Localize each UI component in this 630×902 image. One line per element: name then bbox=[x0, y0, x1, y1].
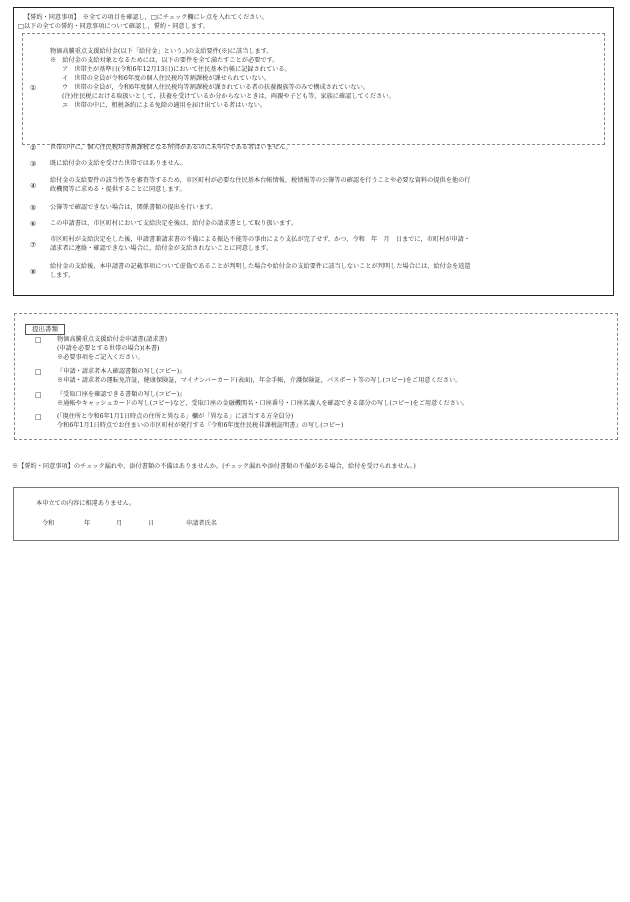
doc-1-line: (申請を必要とする世帯の場合)(本書) bbox=[57, 345, 160, 352]
item-1-line: ア 世帯主が基準日(令和6年12月13日)において住民基本台帳に記録されている。 bbox=[62, 66, 291, 73]
item-5-line: 公簿等で確認できない場合は，関係書類の提出を行います。 bbox=[50, 204, 217, 211]
item-7-line: 請求者に連絡・確認できない場合に，給付金が支給されないことに同意します。 bbox=[50, 245, 273, 252]
item-8-line: 給付金の支給後，本申請書の記載事項について虚偽であることが判明した場合や給付金の支給要件に該当しないことが判明した場合には，給付金を返還 bbox=[50, 263, 471, 270]
documents-title: 提出書類 bbox=[25, 324, 65, 335]
era-label: 令和 bbox=[42, 520, 55, 527]
item-1-line: 物価高騰重点支援給付金(以下「給付金」という。)の支給要件(※)に該当します。 bbox=[50, 48, 273, 55]
item-1-line: ※ 給付金の支給対象となるためには，以下の要件を全て満たすことが必要です。 bbox=[50, 57, 279, 64]
doc-2-checkbox[interactable]: □ bbox=[35, 368, 42, 376]
item-6-line: この申請書は，市区町村において支給決定を後は，給付金の請求書として取り扱います。 bbox=[50, 220, 298, 227]
item-7-line: 市区町村が支給決定をした後，申請書兼請求書の不備による振込不能等の事由により支払が完了せず，かつ，令和 年 月 日までに，市町村が申請・ bbox=[50, 236, 471, 243]
item-1-line: イ 世帯の全員が令和6年度の個人住民税均等割課税が課せられていない。 bbox=[62, 75, 271, 82]
applicant-name-label: 申請者氏名 bbox=[186, 520, 217, 527]
pledge-header: 【誓約・同意事項】 ※全ての項目を確認し，□にチェック欄にレ点を入れてください。 bbox=[24, 14, 268, 21]
item-8-number: ⑧ bbox=[30, 268, 37, 276]
doc-3-checkbox[interactable]: □ bbox=[35, 391, 42, 399]
doc-2-line: ※申請・請求者の運転免許証，健康保険証，マイナンバーカード(表面)，年金手帳，介護保険証，パスポート等の写し(コピー)をご用意ください。 bbox=[57, 377, 462, 384]
item-7-number: ⑦ bbox=[30, 241, 37, 249]
item-1-line: エ 世帯の中に，租税条約による免除の適用を届け出ている者はいない。 bbox=[62, 102, 267, 109]
doc-3-line: 『受取口座を確認できる書類の写し(コピー)』 bbox=[57, 391, 186, 398]
check-note: ※【誓約・同意事項】のチェック漏れや，添付書類の不備はありませんか。(チェック漏れや添付書類の不備がある場合，給付を受けられません。) bbox=[12, 463, 416, 470]
item-2-line: 世帯の中に，個人住民税均等割課税となる所得があるのに未申告である者はいません。 bbox=[50, 144, 292, 151]
item-4-line: 政機関等に求める・提供することに同意します。 bbox=[50, 186, 186, 193]
doc-2-line: 『申請・請求者本人確認書類の写し(コピー)』 bbox=[57, 368, 186, 375]
item-1-line: ウ 世帯の全員が，令和6年度個人住民税均等割課税が課されている者の扶養親族等のみで構成されていない。 bbox=[62, 84, 370, 91]
doc-4-line: 令和6年1月1日時点でお住まいの市区町村が発行する『令和6年度住民税非課税証明書』の写し(コピー) bbox=[57, 422, 344, 429]
doc-1-line: ※必要事項をご記入ください。 bbox=[57, 354, 144, 361]
item-1-line: (注)住民税における取扱いとして，扶養を受けているか分からないときは，両親や子ども等，家族に確認してください。 bbox=[62, 93, 395, 100]
doc-1-line: 物価高騰重点支援給付金申請書(請求書) bbox=[57, 336, 168, 343]
doc-1-checkbox[interactable]: □ bbox=[35, 336, 42, 344]
pledge-section bbox=[13, 7, 614, 296]
item-3-line: 既に給付金の支給を受けた世帯ではありません。 bbox=[50, 160, 187, 167]
pledge-all-checkbox[interactable]: □以下の全ての誓約・同意事項について確認し，誓約・同意します。 bbox=[18, 23, 209, 30]
item-6-number: ⑥ bbox=[30, 220, 37, 228]
confirmation-text: 本申立ての内容に相違ありません。 bbox=[36, 500, 136, 507]
item-1-number: ① bbox=[30, 84, 37, 92]
item-3-number: ③ bbox=[30, 160, 37, 168]
day-label: 日 bbox=[148, 520, 155, 527]
documents-section bbox=[14, 313, 618, 440]
item-4-number: ④ bbox=[30, 182, 37, 190]
doc-4-line: (「現住所と令和6年1月1日時点の住所と異なる」欄が「異なる」に該当する方全員分) bbox=[57, 413, 294, 420]
item-8-line: します。 bbox=[50, 272, 75, 279]
doc-3-line: ※通帳やキャッシュカードの写し(コピー)など，受取口座の金融機関名・口座番号・口座名義人を確認できる部分の写し(コピー)をご用意ください。 bbox=[57, 400, 469, 407]
item-4-line: 給付金の支給要件の該当性等を審査等するため，市区町村が必要な住民基本台帳情報，税情報等の公簿等の確認を行うことや必要な資料の提供を他の行 bbox=[50, 177, 471, 184]
month-label: 月 bbox=[116, 520, 123, 527]
doc-4-checkbox[interactable]: □ bbox=[35, 413, 42, 421]
item-2-number: ② bbox=[30, 144, 37, 152]
confirmation-section bbox=[13, 487, 619, 541]
item-5-number: ⑤ bbox=[30, 204, 37, 212]
year-label: 年 bbox=[84, 520, 91, 527]
